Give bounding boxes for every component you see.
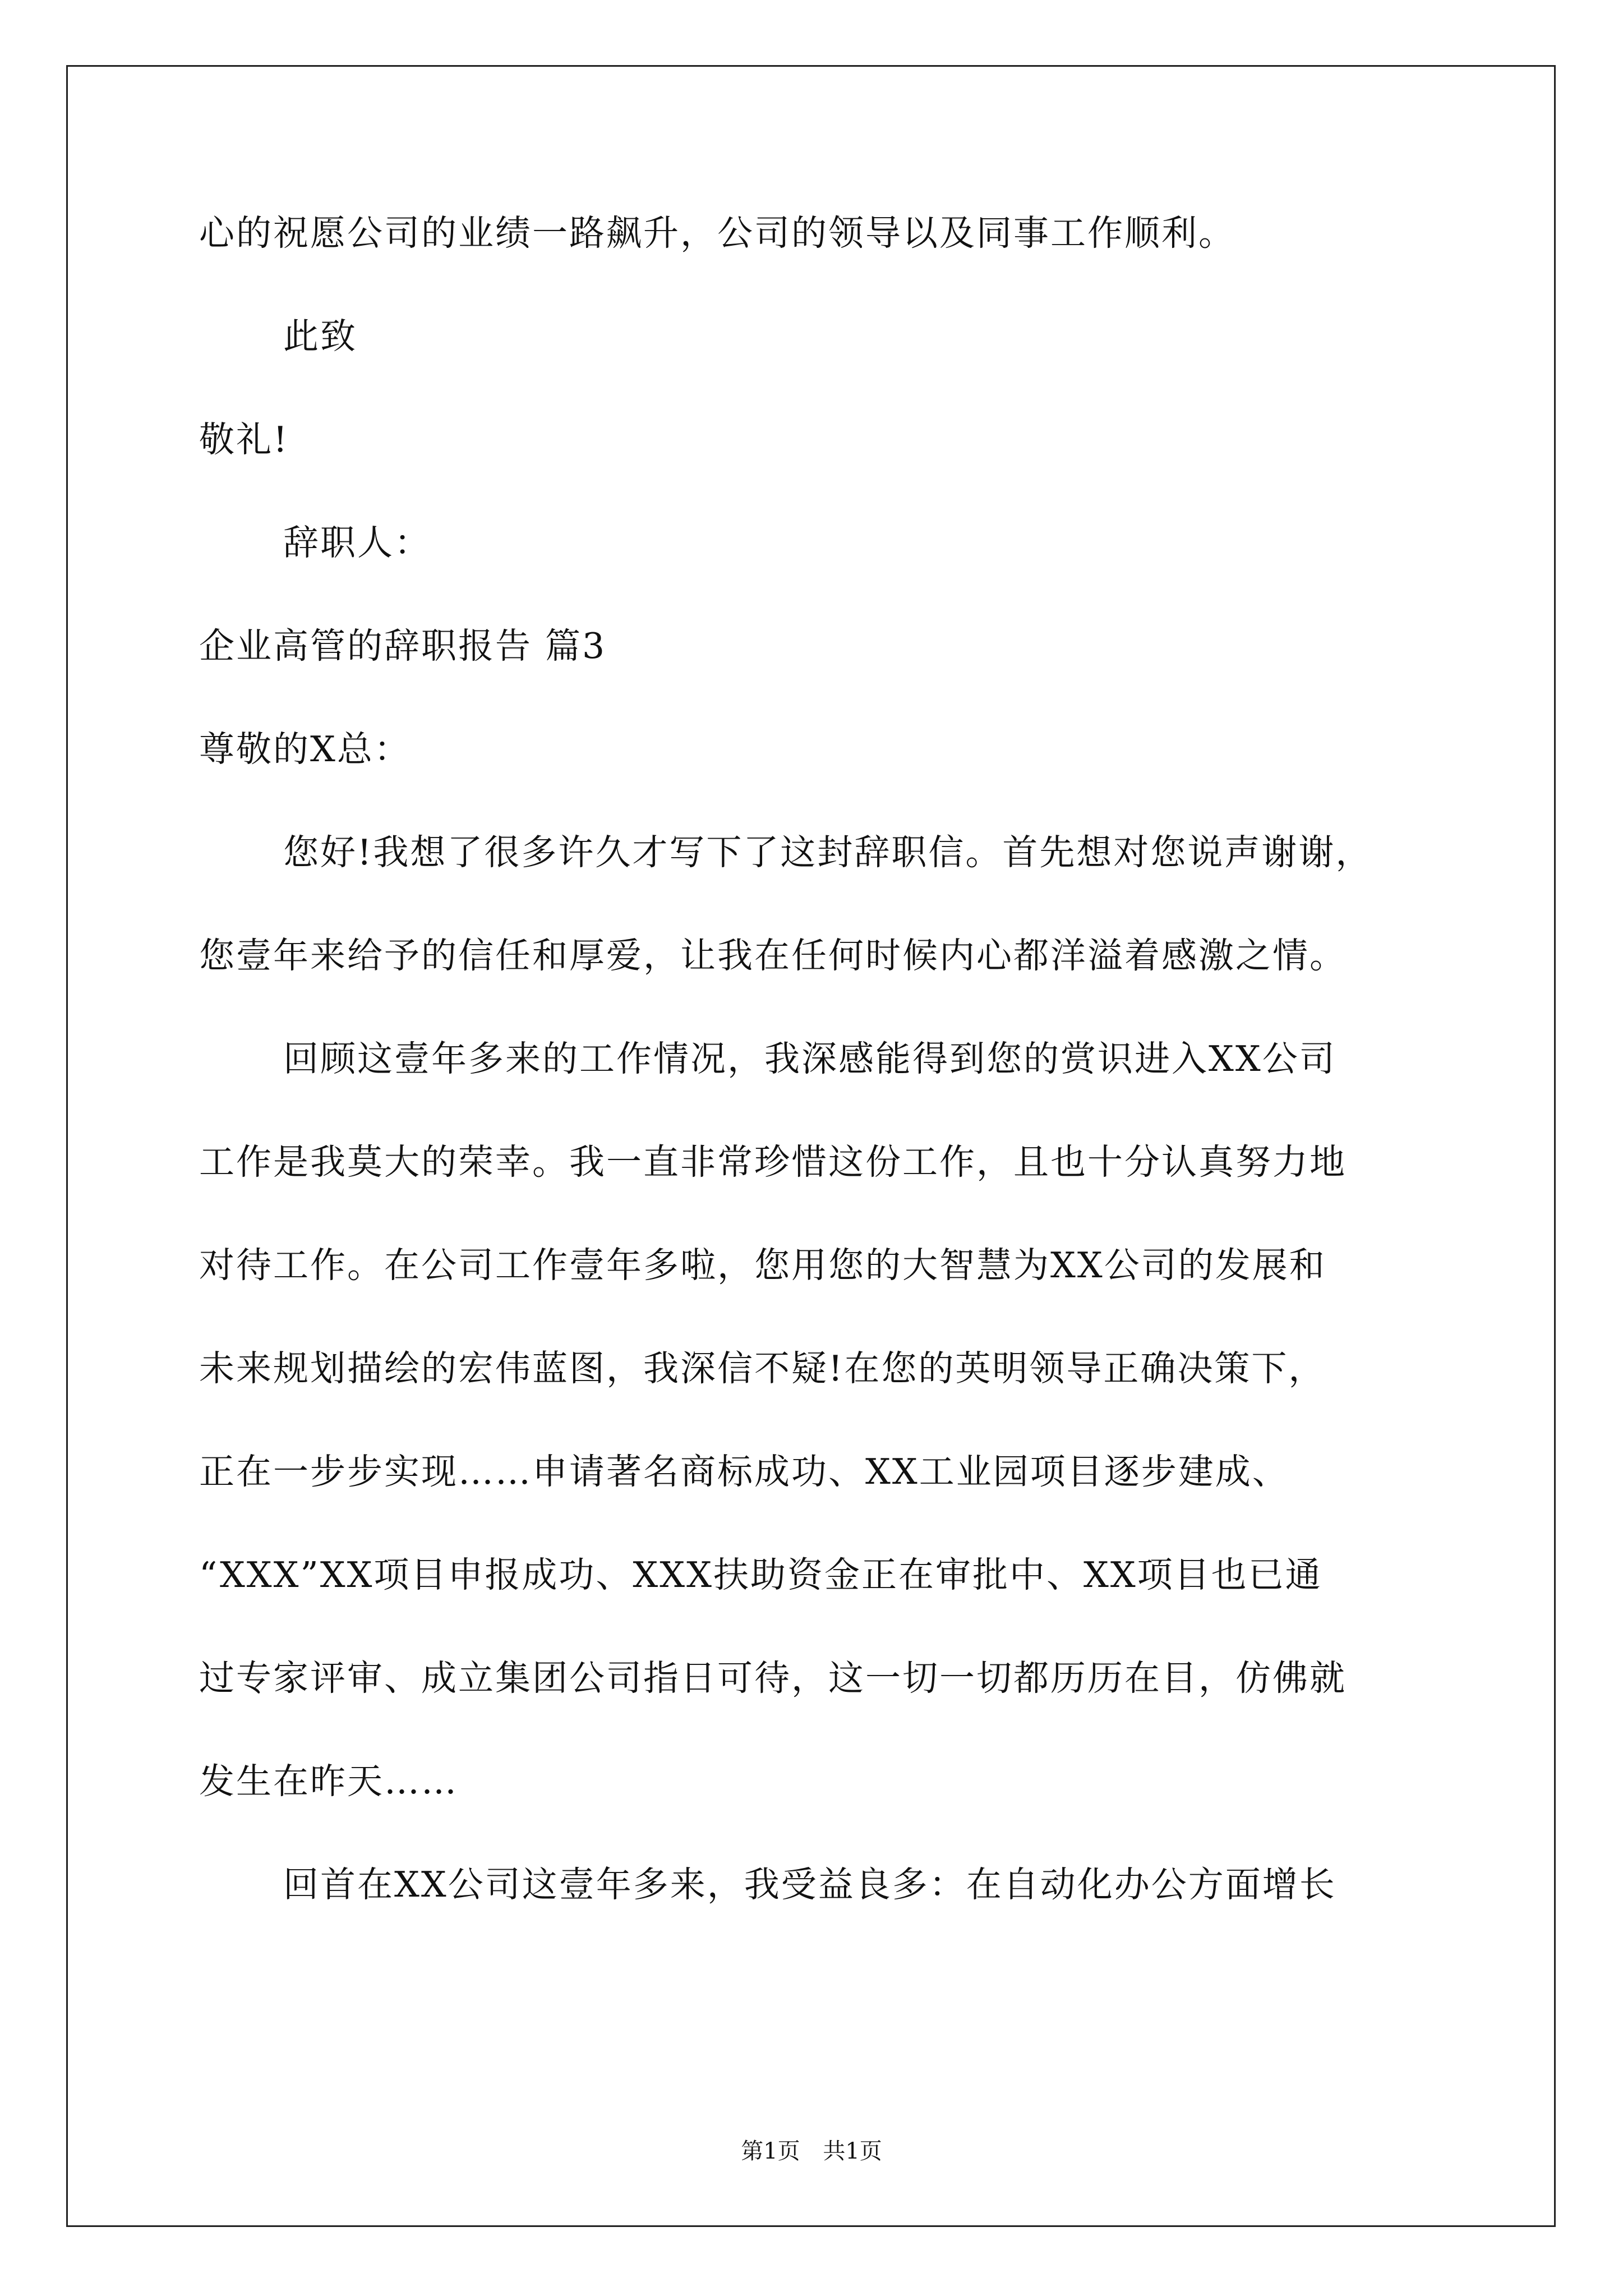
paragraph-line: 过专家评审、成立集团公司指日可待，这一切一切都历历在目，仿佛就 bbox=[199, 1658, 1347, 1699]
paragraph-line: 回首在XX公司这壹年多来，我受益良多：在自动化办公方面增长 bbox=[283, 1864, 1336, 1905]
section-title: 企业高管的辞职报告 篇3 bbox=[199, 625, 607, 666]
letter-greeting: 尊敬的X总： bbox=[199, 729, 411, 770]
paragraph-line: 发生在昨天…… bbox=[199, 1761, 458, 1802]
paragraph-line: 回顾这壹年多来的工作情况，我深感能得到您的赏识进入XX公司 bbox=[283, 1038, 1336, 1079]
closing-salutation: 此致 bbox=[283, 316, 357, 357]
page-number: 第1页 bbox=[741, 2138, 800, 2164]
paragraph-line: 心的祝愿公司的业绩一路飙升，公司的领导以及同事工作顺利。 bbox=[199, 213, 1235, 254]
paragraph-line: 您好!我想了很多许久才写下了这封辞职信。首先想对您说声谢谢， bbox=[283, 832, 1373, 873]
paragraph-line: 工作是我莫大的荣幸。我一直非常珍惜这份工作，且也十分认真努力地 bbox=[199, 1142, 1347, 1182]
page-footer bbox=[0, 2137, 1623, 2165]
paragraph-line: 未来规划描绘的宏伟蓝图，我深信不疑!在您的英明领导正确决策下， bbox=[199, 1348, 1326, 1389]
paragraph-line: 您壹年来给予的信任和厚爱，让我在任何时候内心都洋溢着感激之情。 bbox=[199, 935, 1347, 976]
page-total: 共1页 bbox=[823, 2138, 882, 2164]
closing-regards: 敬礼! bbox=[199, 419, 289, 460]
paragraph-line: 正在一步步实现……申请著名商标成功、XX工业园项目逐步建成、 bbox=[199, 1451, 1289, 1492]
signature-label: 辞职人： bbox=[283, 522, 431, 563]
paragraph-line: “XXX”XX项目申报成功、XXX扶助资金正在审批中、XX项目也已通 bbox=[199, 1554, 1322, 1595]
paragraph-line: 对待工作。在公司工作壹年多啦，您用您的大智慧为XX公司的发展和 bbox=[199, 1245, 1326, 1286]
